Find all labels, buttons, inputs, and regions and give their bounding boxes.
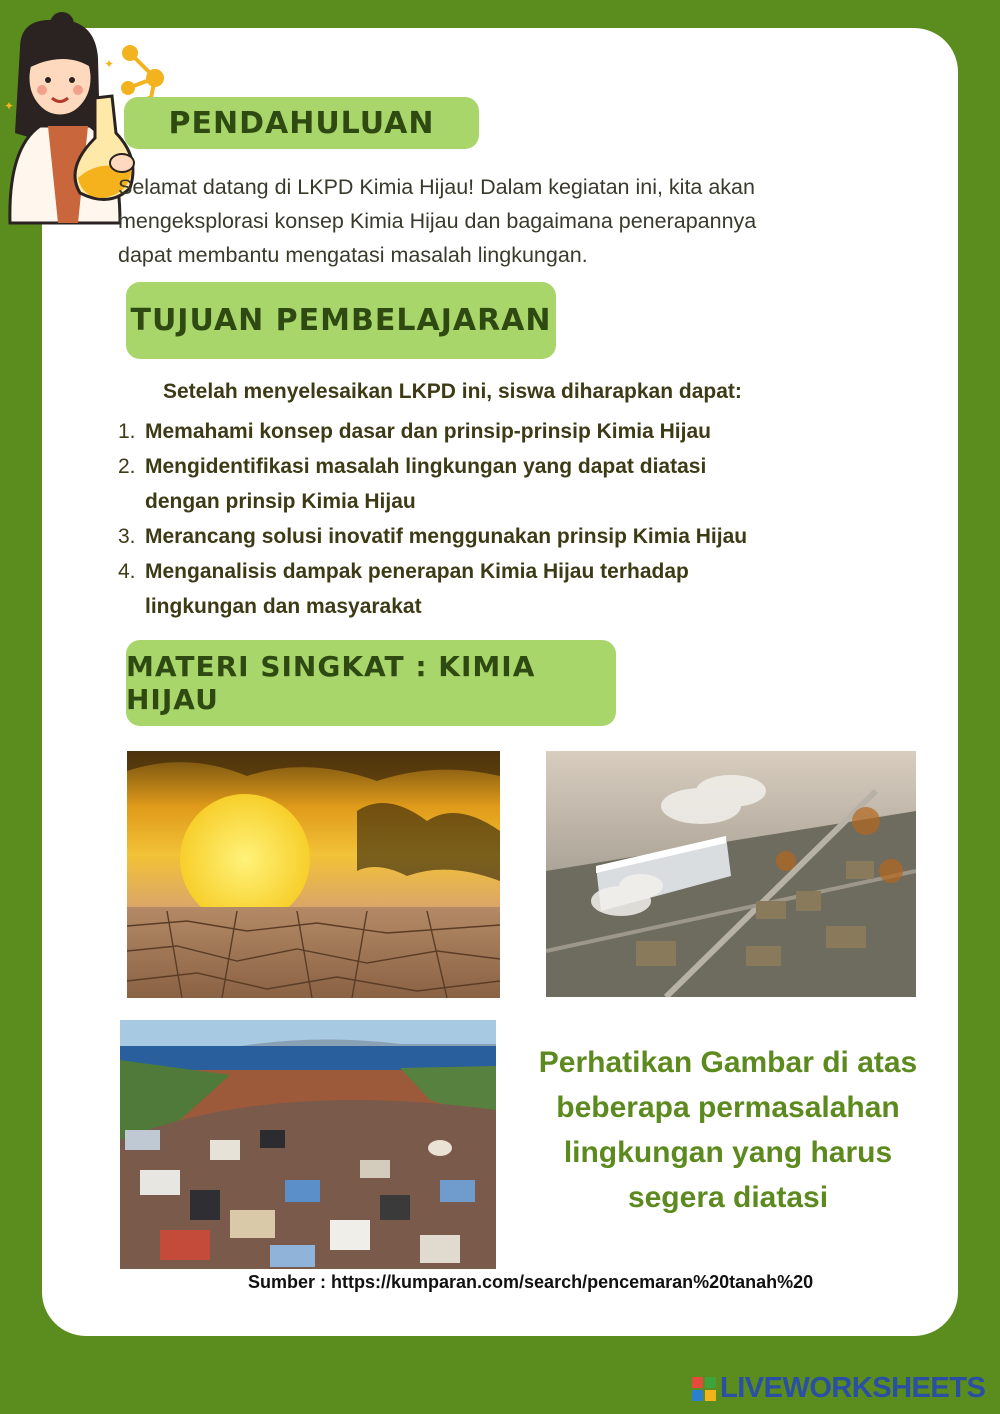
intro-line: mengeksplorasi konsep Kimia Hijau dan bagaimana penerapannya xyxy=(118,209,757,233)
svg-text:✦: ✦ xyxy=(104,57,115,71)
image-source-caption: Sumber : https://kumparan.com/search/pencemaran%20tanah%20 xyxy=(248,1272,814,1292)
list-text-line: dengan prinsip Kimia Hijau xyxy=(145,490,416,513)
list-text xyxy=(145,449,706,519)
intro-line: dapat membantu mengatasi masalah lingkungan. xyxy=(118,243,588,267)
list-text: Merancang solusi inovatif menggunakan prinsip Kimia Hijau xyxy=(145,525,748,548)
list-number: 1. xyxy=(118,420,136,443)
goals-list xyxy=(118,414,908,624)
intro-line: Selamat datang di LKPD Kimia Hijau! Dalam kegiatan ini, kita akan xyxy=(118,175,755,199)
industrial-pollution-photo xyxy=(546,751,916,997)
note-line: Perhatikan Gambar di atas xyxy=(538,1046,918,1079)
section-title-materi xyxy=(126,640,616,726)
section-title-pendahuluan-text: PENDAHULUAN xyxy=(168,105,435,141)
liveworksheets-wordmark: LIVEWORKSHEETS xyxy=(720,1372,986,1404)
drought-sun-photo xyxy=(127,751,500,998)
note-line: segera diatasi xyxy=(627,1181,829,1214)
list-item xyxy=(118,414,908,449)
list-item xyxy=(118,519,908,554)
garbage-pollution-photo xyxy=(120,1020,496,1269)
list-item xyxy=(118,554,908,624)
list-number: 3. xyxy=(118,525,136,548)
note-line: beberapa permasalahan xyxy=(556,1091,900,1124)
goals-lead: Setelah menyelesaikan LKPD ini, siswa diharapkan dapat: xyxy=(163,380,742,403)
section-title-pendahuluan xyxy=(124,97,479,149)
observation-note xyxy=(508,1040,948,1220)
section-title-materi-text: MATERI SINGKAT : KIMIA HIJAU xyxy=(126,650,536,716)
list-text: Memahami konsep dasar dan prinsip-prinsip Kimia Hijau xyxy=(145,420,711,443)
list-text-line: Mengidentifikasi masalah lingkungan yang dapat diatasi xyxy=(145,455,707,478)
liveworksheets-logo xyxy=(692,1372,985,1405)
liveworksheets-badge-icon xyxy=(692,1377,716,1401)
list-number: 2. xyxy=(118,455,136,478)
note-line: lingkungan yang harus xyxy=(563,1136,893,1169)
list-item xyxy=(118,449,908,519)
list-text xyxy=(145,554,689,624)
section-title-tujuan xyxy=(126,282,556,359)
intro-paragraph xyxy=(118,170,918,272)
list-text-line: lingkungan dan masyarakat xyxy=(145,595,422,618)
section-title-tujuan-text: TUJUAN PEMBELAJARAN xyxy=(130,303,552,338)
list-text-line: Menganalisis dampak penerapan Kimia Hijau terhadap xyxy=(145,560,689,583)
list-number: 4. xyxy=(118,560,136,583)
svg-text:✦: ✦ xyxy=(4,99,15,113)
